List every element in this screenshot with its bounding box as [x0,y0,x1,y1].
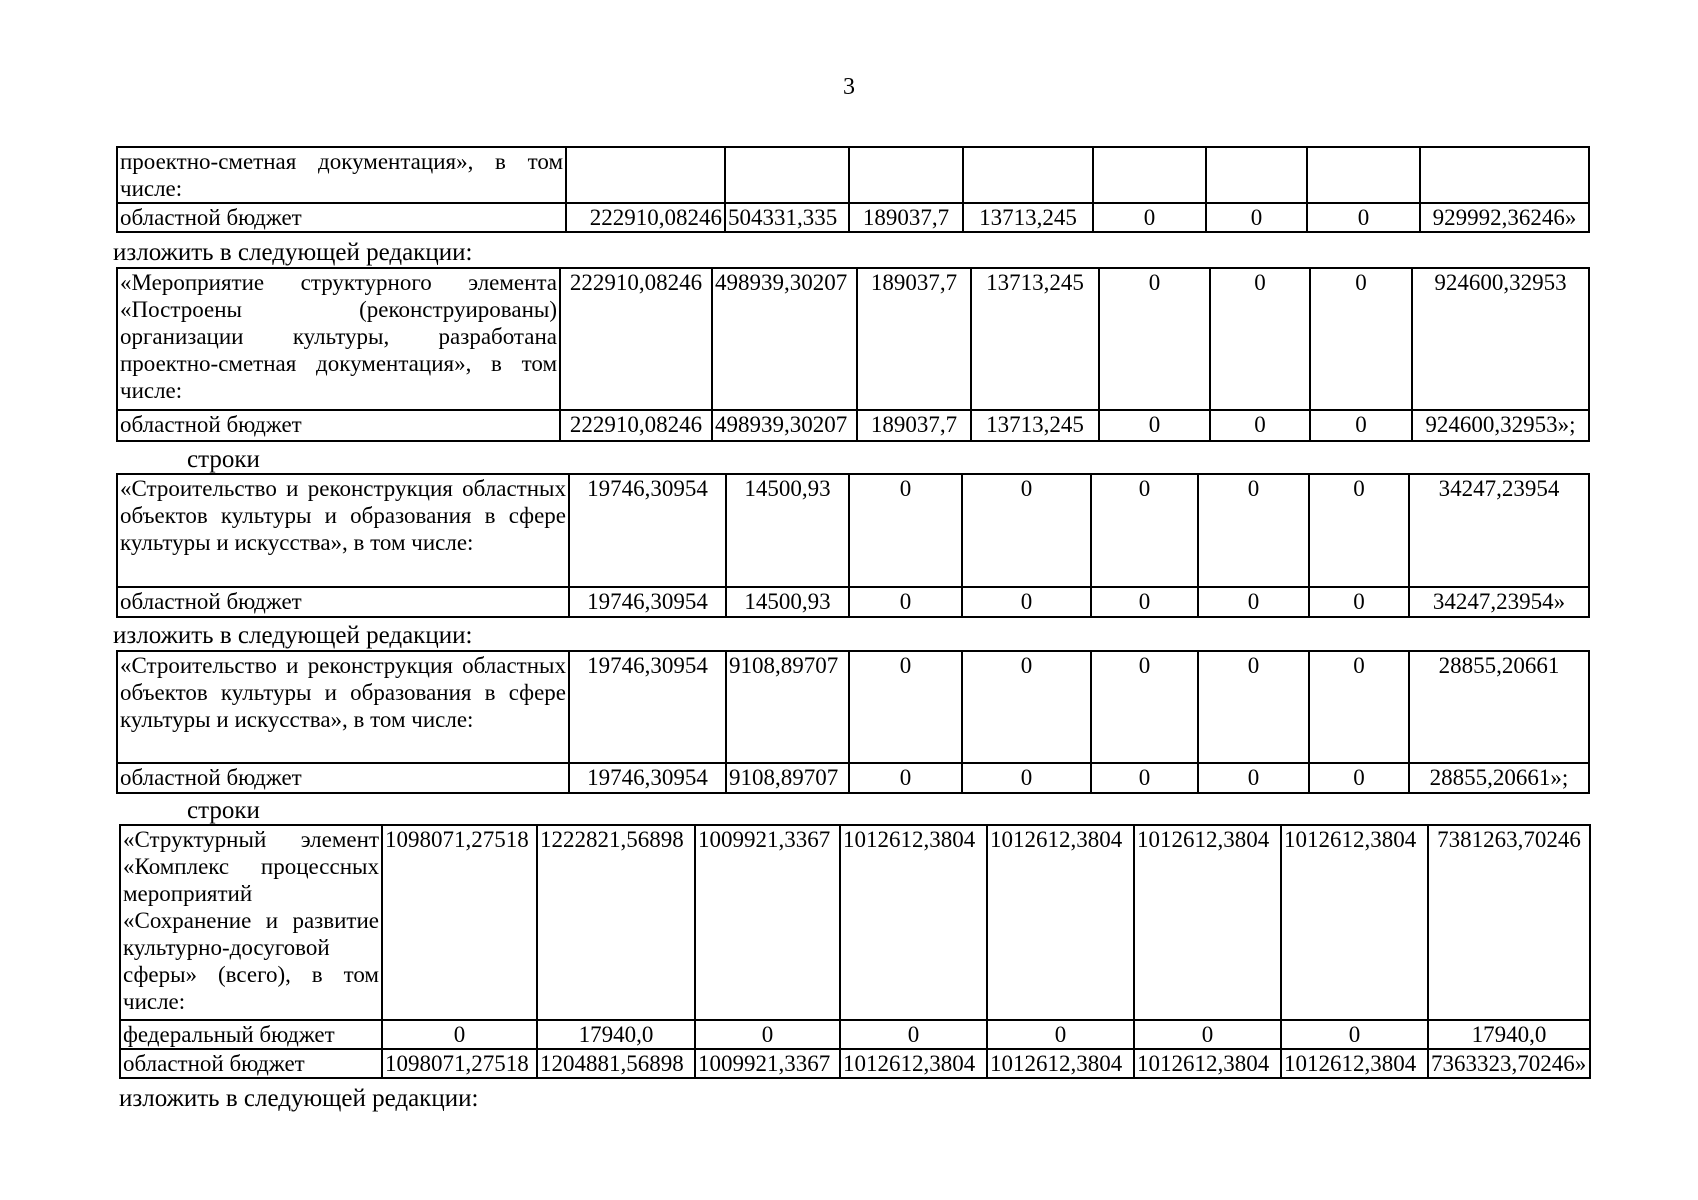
table-cell: 0 [1309,474,1409,587]
table-cell [1307,147,1420,203]
table-cell: 34247,23954» [1409,587,1589,617]
table-cell: 0 [1198,651,1309,763]
table-cell: 1009921,3367 [695,825,840,1020]
table-cell: 1012612,3804 [840,825,987,1020]
table-cell: 0 [962,474,1091,587]
table-cell: 7381263,70246 [1428,825,1590,1020]
table-row [120,1020,1590,1049]
table-row [120,1049,1590,1078]
table-cell: 0 [1091,474,1198,587]
table-original-cultural [119,824,1591,1079]
table-cell: 0 [962,651,1091,763]
table-row [117,651,1589,763]
table-row [117,410,1589,441]
table-cell: 1012612,3804 [987,825,1134,1020]
table-cell: 0 [1198,763,1309,793]
table-row [120,825,1590,1020]
table-cell: 1012612,3804 [1281,1049,1428,1078]
table-cell: 1012612,3804 [1281,825,1428,1020]
table-cell: 0 [1310,268,1412,410]
table-cell: 189037,7 [849,203,963,232]
table-cell: 222910,08246 [566,203,725,232]
table-cell: 0 [1091,763,1198,793]
page-number: 3 [843,74,855,100]
table-cell: 0 [1281,1020,1428,1049]
table-original-construction [116,473,1590,618]
row-label: «Строительство и реконструкция областных объектов культуры и образования в сфере культуры и искусства», в том числе: [117,474,569,587]
table-cell: 14500,93 [726,587,849,617]
table-cell: 222910,08246 [560,268,712,410]
table-cell: 0 [849,763,962,793]
table-cell: 498939,30207 [712,410,857,441]
table-cell: 1098071,27518 [382,825,537,1020]
table-cell: 498939,30207 [712,268,857,410]
table-cell: 0 [1134,1020,1281,1049]
row-label: федеральный бюджет [120,1020,382,1049]
table-new-construction [116,650,1590,794]
table-row [117,763,1589,793]
table-cell: 0 [1307,203,1420,232]
table-cell [566,147,725,203]
table-cell: 1204881,56898 [537,1049,695,1078]
table-cell: 19746,30954 [569,587,726,617]
table-cell: 1222821,56898 [537,825,695,1020]
table-cell: 1012612,3804 [1134,1049,1281,1078]
table-cell: 0 [695,1020,840,1049]
table-cell: 17940,0 [1428,1020,1590,1049]
row-label: «Мероприятие структурного элемента «Построены (реконструированы) организации культуры, разработана проектно-сметная документация», в том числе: [117,268,560,410]
table-row [117,268,1589,410]
table-cell: 1012612,3804 [1134,825,1281,1020]
table-cell [1093,147,1206,203]
table-cell [1420,147,1589,203]
table-cell: 0 [840,1020,987,1049]
table-cell: 0 [1210,410,1310,441]
edit-caption: изложить в следующей редакции: [113,622,473,649]
table-cell: 0 [962,763,1091,793]
table-cell: 0 [1198,587,1309,617]
table-cell: 0 [1093,203,1206,232]
table-cell: 19746,30954 [569,763,726,793]
table-cell: 0 [1206,203,1307,232]
row-label: проектно-сметная документация», в том числе: [117,147,566,203]
row-label: «Структурный элемент «Комплекс процессных мероприятий «Сохранение и развитие культурно-досуговой сферы» (всего), в том числе: [120,825,382,1020]
row-label: областной бюджет [120,1049,382,1078]
table-cell: 19746,30954 [569,651,726,763]
table-cell: 189037,7 [857,410,971,441]
row-label: областной бюджет [117,410,560,441]
table-cell: 0 [382,1020,537,1049]
table-cell: 222910,08246 [560,410,712,441]
table-cell: 9108,89707 [726,763,849,793]
table-cell: 0 [1309,763,1409,793]
table-cell: 0 [1310,410,1412,441]
table-cell: 1098071,27518 [382,1049,537,1078]
table-cell: 0 [1210,268,1310,410]
row-label: областной бюджет [117,587,569,617]
table-cell: 0 [1091,587,1198,617]
edit-caption: изложить в следующей редакции: [119,1085,479,1112]
table-cell: 34247,23954 [1409,474,1589,587]
table-cell: 17940,0 [537,1020,695,1049]
row-label: «Строительство и реконструкция областных объектов культуры и образования в сфере культуры и искусства», в том числе: [117,651,569,763]
table-cell [963,147,1093,203]
table-cell: 0 [1099,268,1210,410]
table-cell: 13713,245 [971,410,1099,441]
table-row [117,203,1589,232]
table-cell: 0 [1198,474,1309,587]
row-label: областной бюджет [117,763,569,793]
table-cell: 1012612,3804 [987,1049,1134,1078]
table-cell: 19746,30954 [569,474,726,587]
rows-caption: строки [187,797,260,824]
row-label: областной бюджет [117,203,566,232]
rows-caption: строки [187,446,260,473]
table-cell: 0 [849,651,962,763]
table-cell: 1012612,3804 [840,1049,987,1078]
table-cell: 0 [987,1020,1134,1049]
table-cell [849,147,963,203]
table-cell: 929992,36246» [1420,203,1589,232]
table-cell: 13713,245 [971,268,1099,410]
table-cell [725,147,849,203]
table-row [117,587,1589,617]
table-cell: 0 [1091,651,1198,763]
table-row [117,474,1589,587]
table-cell: 0 [849,474,962,587]
table-cell: 924600,32953 [1412,268,1589,410]
table-cell: 28855,20661 [1409,651,1589,763]
table-original-tail [116,146,1590,233]
edit-caption: изложить в следующей редакции: [113,239,473,266]
table-cell: 0 [1309,587,1409,617]
table-cell: 504331,335 [725,203,849,232]
table-row [117,147,1589,203]
table-new-version [116,267,1590,442]
table-cell: 0 [1309,651,1409,763]
table-cell: 924600,32953»; [1412,410,1589,441]
table-cell: 28855,20661»; [1409,763,1589,793]
table-cell: 0 [962,587,1091,617]
table-cell: 1009921,3367 [695,1049,840,1078]
table-cell: 14500,93 [726,474,849,587]
table-cell: 0 [1099,410,1210,441]
table-cell: 13713,245 [963,203,1093,232]
table-cell: 7363323,70246» [1428,1049,1590,1078]
table-cell: 9108,89707 [726,651,849,763]
table-cell [1206,147,1307,203]
table-cell: 189037,7 [857,268,971,410]
table-cell: 0 [849,587,962,617]
